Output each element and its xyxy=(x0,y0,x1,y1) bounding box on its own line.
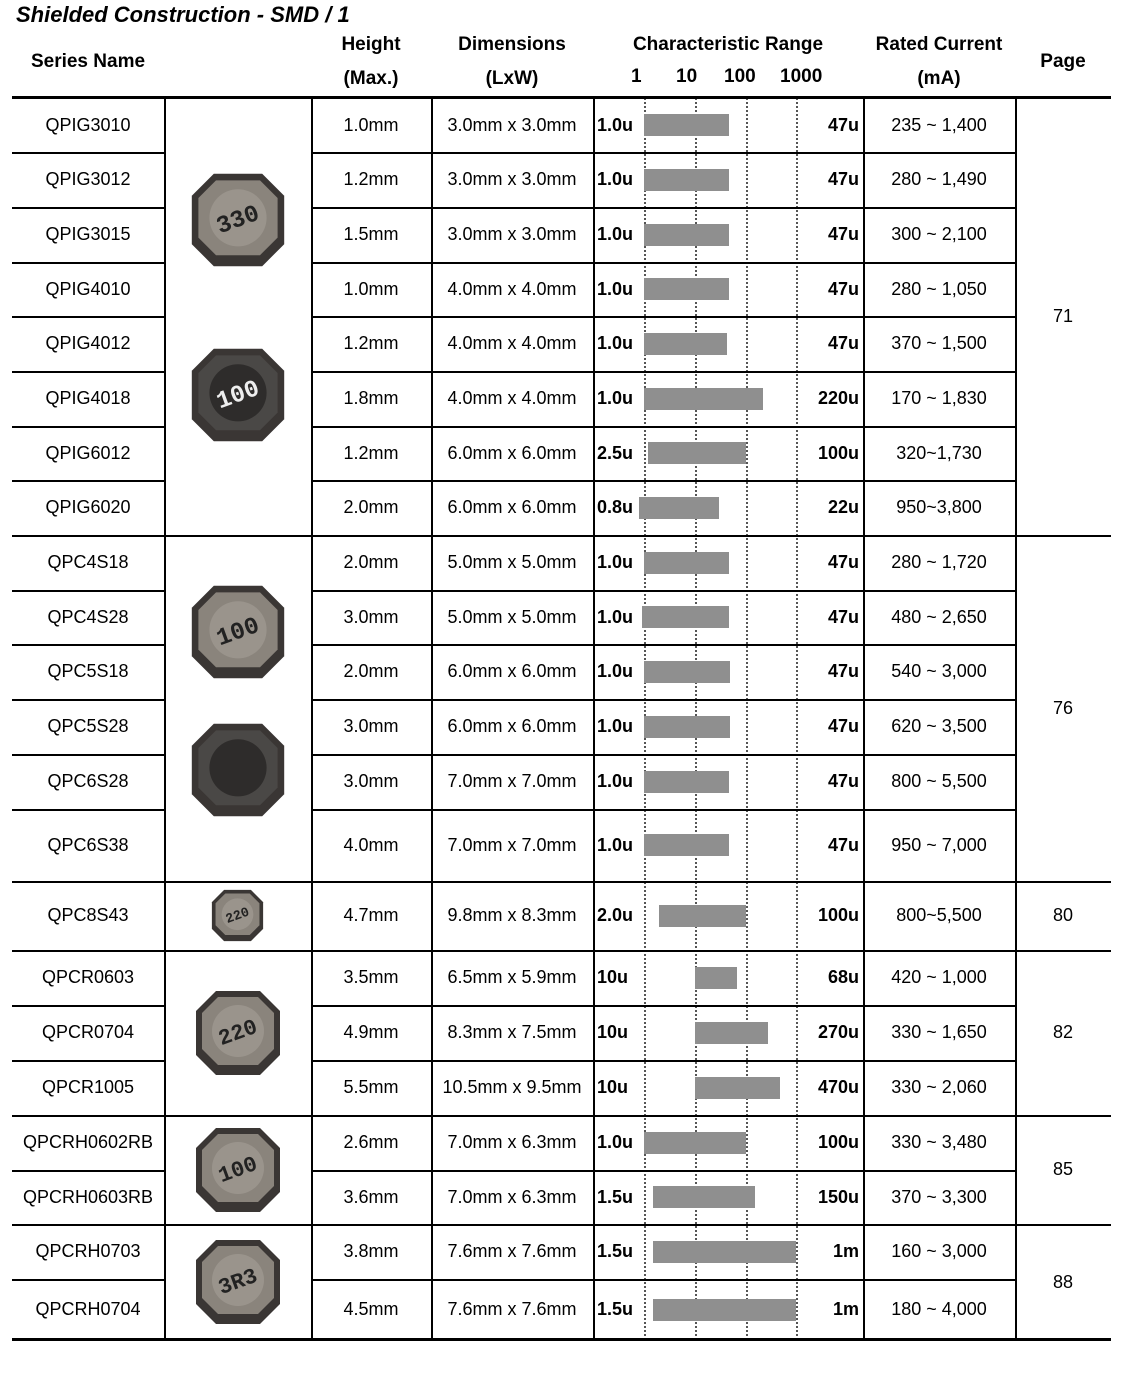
range-gridline xyxy=(746,98,748,1340)
table-rule xyxy=(12,371,164,373)
height-value: 5.5mm xyxy=(343,1077,399,1097)
table-rule xyxy=(863,98,865,1340)
range-bar xyxy=(644,834,729,856)
range-max-label: 220u xyxy=(817,388,859,408)
range-tick-label: 1000 xyxy=(780,66,823,87)
rated-current-value: 280 ~ 1,490 xyxy=(891,169,987,189)
series-name: QPC6S38 xyxy=(47,834,129,855)
series-name: QPIG6020 xyxy=(45,497,131,517)
height-value: 4.5mm xyxy=(343,1299,399,1319)
range-bar xyxy=(653,1186,755,1208)
range-tick-label: 100 xyxy=(724,66,756,87)
header-height-unit: (Max.) xyxy=(343,68,399,89)
table-rule xyxy=(12,262,164,264)
range-bar xyxy=(644,716,730,738)
dimensions-value: 3.0mm x 3.0mm xyxy=(447,224,577,244)
header-current: Rated Current xyxy=(875,34,1003,55)
range-min-label: 1.5u xyxy=(597,1241,634,1261)
rated-current-value: 180 ~ 4,000 xyxy=(891,1299,987,1319)
series-name: QPC5S28 xyxy=(47,716,129,736)
table-rule xyxy=(12,1224,1111,1226)
dimensions-value: 4.0mm x 4.0mm xyxy=(447,388,577,408)
range-min-label: 2.5u xyxy=(597,442,634,463)
range-min-label: 1.0u xyxy=(597,552,634,572)
height-value: 2.0mm xyxy=(343,497,399,517)
table-rule xyxy=(12,950,1111,952)
svg-text:3R3: 3R3 xyxy=(214,1263,261,1301)
page-number: 82 xyxy=(1052,1022,1074,1042)
rated-current-value: 370 ~ 1,500 xyxy=(891,333,987,353)
range-bar xyxy=(653,1241,796,1263)
series-name: QPC6S28 xyxy=(47,771,129,791)
range-min-label: 1.0u xyxy=(597,661,634,681)
series-name: QPC5S18 xyxy=(47,661,129,681)
range-max-label: 47u xyxy=(827,716,859,736)
table-rule xyxy=(12,535,1111,537)
dimensions-value: 8.3mm x 7.5mm xyxy=(447,1022,577,1042)
range-min-label: 1.0u xyxy=(597,114,634,135)
series-name: QPIG4012 xyxy=(45,333,131,353)
height-value: 2.0mm xyxy=(343,552,399,572)
height-value: 3.0mm xyxy=(343,771,399,791)
rated-current-value: 235 ~ 1,400 xyxy=(891,114,987,135)
table-rule xyxy=(593,98,595,1340)
rated-current-value: 330 ~ 3,480 xyxy=(891,1132,987,1152)
range-bar xyxy=(659,905,745,927)
header-range: Characteristic Range xyxy=(632,34,824,55)
page-number: 71 xyxy=(1052,306,1074,326)
table-rule xyxy=(311,1005,1015,1007)
dimensions-value: 9.8mm x 8.3mm xyxy=(447,905,577,925)
svg-text:220: 220 xyxy=(214,1014,261,1052)
series-name: QPC8S43 xyxy=(47,905,129,925)
table-rule xyxy=(12,316,164,318)
height-value: 3.6mm xyxy=(343,1186,399,1207)
table-rule xyxy=(311,754,1015,756)
table-rule xyxy=(311,426,1015,428)
range-bar xyxy=(644,661,730,683)
series-name: QPCR1005 xyxy=(41,1077,135,1097)
range-max-label: 47u xyxy=(827,224,859,244)
height-value: 4.0mm xyxy=(343,834,399,855)
series-name: QPIG4018 xyxy=(45,388,131,408)
rated-current-value: 160 ~ 3,000 xyxy=(891,1241,987,1261)
rated-current-value: 320~1,730 xyxy=(896,442,982,463)
range-bar xyxy=(644,771,729,793)
header-height: Height xyxy=(341,34,401,55)
table-rule xyxy=(311,152,1015,154)
page-number: 80 xyxy=(1052,905,1074,925)
table-rule xyxy=(12,1279,164,1281)
dimensions-value: 4.0mm x 4.0mm xyxy=(447,333,577,353)
table-rule xyxy=(12,1115,1111,1117)
table-rule xyxy=(12,1060,164,1062)
range-bar xyxy=(642,606,729,628)
rated-current-value: 330 ~ 2,060 xyxy=(891,1077,987,1097)
dimensions-value: 3.0mm x 3.0mm xyxy=(447,114,577,135)
inductor-photo xyxy=(183,715,293,825)
dimensions-value: 4.0mm x 4.0mm xyxy=(447,278,577,299)
series-name: QPIG4010 xyxy=(45,278,131,299)
range-bar xyxy=(644,388,763,410)
range-max-label: 100u xyxy=(817,905,859,925)
inductor-photo xyxy=(188,983,288,1083)
rated-current-value: 300 ~ 2,100 xyxy=(891,224,987,244)
range-bar xyxy=(644,552,729,574)
rated-current-value: 280 ~ 1,050 xyxy=(891,278,987,299)
series-name: QPCR0704 xyxy=(41,1022,135,1042)
range-min-label: 2.0u xyxy=(597,905,634,925)
dimensions-value: 5.0mm x 5.0mm xyxy=(447,552,577,572)
series-name: QPIG3012 xyxy=(45,169,131,189)
series-name: QPCRH0704 xyxy=(35,1299,141,1319)
table-rule xyxy=(12,96,1111,99)
range-bar xyxy=(644,1132,746,1154)
series-name: QPCRH0602RB xyxy=(22,1132,154,1152)
range-max-label: 47u xyxy=(827,114,859,135)
table-rule xyxy=(12,699,164,701)
series-name: QPC4S28 xyxy=(47,606,129,627)
range-bar xyxy=(639,497,719,519)
height-value: 2.6mm xyxy=(343,1132,399,1152)
range-bar xyxy=(644,278,729,300)
header-series: Series Name xyxy=(30,51,146,72)
page-title: Shielded Construction - SMD / 1 xyxy=(16,2,350,27)
table-rule xyxy=(12,1170,164,1172)
svg-text:330: 330 xyxy=(212,201,263,242)
height-value: 3.0mm xyxy=(343,606,399,627)
range-min-label: 1.0u xyxy=(597,224,634,244)
range-max-label: 1m xyxy=(832,1241,859,1261)
range-min-label: 1.0u xyxy=(597,278,634,299)
rated-current-value: 280 ~ 1,720 xyxy=(891,552,987,572)
range-min-label: 1.5u xyxy=(597,1186,634,1207)
range-bar xyxy=(648,442,746,464)
dimensions-value: 6.0mm x 6.0mm xyxy=(447,442,577,463)
header-dimensions-unit: (LxW) xyxy=(485,68,539,89)
range-max-label: 47u xyxy=(827,169,859,189)
range-max-label: 100u xyxy=(817,1132,859,1152)
range-max-label: 470u xyxy=(817,1077,859,1097)
range-min-label: 1.0u xyxy=(597,169,634,189)
header-current-unit: (mA) xyxy=(917,68,961,89)
range-min-label: 0.8u xyxy=(597,497,634,517)
dimensions-value: 7.0mm x 6.3mm xyxy=(447,1132,577,1152)
height-value: 1.5mm xyxy=(343,224,399,244)
series-name: QPCRH0603RB xyxy=(22,1186,154,1207)
table-rule xyxy=(12,590,164,592)
rated-current-value: 370 ~ 3,300 xyxy=(891,1186,987,1207)
range-min-label: 1.0u xyxy=(597,1132,634,1152)
table-rule xyxy=(311,590,1015,592)
series-name: QPIG3010 xyxy=(45,114,131,135)
rated-current-value: 950 ~ 7,000 xyxy=(891,834,987,855)
rated-current-value: 480 ~ 2,650 xyxy=(891,606,987,627)
svg-text:100: 100 xyxy=(214,1151,261,1189)
rated-current-value: 800 ~ 5,500 xyxy=(891,771,987,791)
height-value: 3.8mm xyxy=(343,1241,399,1261)
range-max-label: 22u xyxy=(827,497,859,517)
range-min-label: 1.0u xyxy=(597,834,634,855)
dimensions-value: 6.0mm x 6.0mm xyxy=(447,716,577,736)
height-value: 1.0mm xyxy=(343,278,399,299)
header-page: Page xyxy=(1040,51,1086,72)
height-value: 4.7mm xyxy=(343,905,399,925)
height-value: 4.9mm xyxy=(343,1022,399,1042)
svg-text:100: 100 xyxy=(212,612,263,654)
dimensions-value: 3.0mm x 3.0mm xyxy=(447,169,577,189)
table-rule xyxy=(12,644,164,646)
page-number: 85 xyxy=(1052,1159,1074,1179)
range-min-label: 10u xyxy=(597,967,629,987)
range-max-label: 47u xyxy=(827,278,859,299)
dimensions-value: 7.6mm x 7.6mm xyxy=(447,1299,577,1319)
header-dimensions: Dimensions xyxy=(458,34,566,55)
table-rule xyxy=(311,98,313,1340)
table-rule xyxy=(12,480,164,482)
height-value: 1.2mm xyxy=(343,442,399,463)
rated-current-value: 330 ~ 1,650 xyxy=(891,1022,987,1042)
series-name: QPCR0603 xyxy=(41,967,135,987)
table-rule xyxy=(311,316,1015,318)
inductor-photo xyxy=(183,340,293,450)
table-rule xyxy=(431,98,433,1340)
range-bar xyxy=(644,169,729,191)
height-value: 1.2mm xyxy=(343,169,399,189)
table-rule xyxy=(311,371,1015,373)
range-max-label: 270u xyxy=(817,1022,859,1042)
svg-text:220: 220 xyxy=(223,905,252,928)
rated-current-value: 800~5,500 xyxy=(896,905,982,925)
range-bar xyxy=(644,114,729,136)
table-rule xyxy=(311,1279,1015,1281)
svg-text:100: 100 xyxy=(212,376,263,417)
range-max-label: 47u xyxy=(827,661,859,681)
inductor-photo xyxy=(183,165,293,275)
table-rule xyxy=(311,262,1015,264)
table-rule xyxy=(311,207,1015,209)
inductor-photo xyxy=(188,1120,288,1220)
series-name: QPIG6012 xyxy=(45,442,131,463)
rated-current-value: 950~3,800 xyxy=(896,497,982,517)
range-bar xyxy=(653,1299,796,1321)
table-rule xyxy=(12,426,164,428)
range-max-label: 47u xyxy=(827,606,859,627)
range-max-label: 47u xyxy=(827,333,859,353)
rated-current-value: 420 ~ 1,000 xyxy=(891,967,987,987)
range-min-label: 1.5u xyxy=(597,1299,634,1319)
series-name: QPIG3015 xyxy=(45,224,131,244)
dimensions-value: 7.0mm x 7.0mm xyxy=(447,834,577,855)
inductor-photo xyxy=(207,885,268,946)
table-rule xyxy=(311,480,1015,482)
range-min-label: 1.0u xyxy=(597,716,634,736)
table-rule xyxy=(12,809,164,811)
range-min-label: 10u xyxy=(597,1022,629,1042)
dimensions-value: 7.0mm x 7.0mm xyxy=(447,771,577,791)
table-rule xyxy=(311,1170,1015,1172)
inductor-photo xyxy=(188,1232,288,1332)
page-number: 76 xyxy=(1052,697,1074,718)
rated-current-value: 620 ~ 3,500 xyxy=(891,716,987,736)
table-rule xyxy=(12,881,1111,883)
dimensions-value: 7.6mm x 7.6mm xyxy=(447,1241,577,1261)
range-bar xyxy=(644,224,729,246)
table-rule xyxy=(311,1060,1015,1062)
rated-current-value: 540 ~ 3,000 xyxy=(891,661,987,681)
range-bar xyxy=(695,1022,768,1044)
table-rule xyxy=(12,754,164,756)
height-value: 1.2mm xyxy=(343,333,399,353)
range-min-label: 1.0u xyxy=(597,333,634,353)
dimensions-value: 6.0mm x 6.0mm xyxy=(447,661,577,681)
dimensions-value: 10.5mm x 9.5mm xyxy=(442,1077,582,1097)
range-max-label: 150u xyxy=(817,1186,859,1207)
table-rule xyxy=(311,699,1015,701)
dimensions-value: 6.5mm x 5.9mm xyxy=(447,967,577,987)
dimensions-value: 5.0mm x 5.0mm xyxy=(447,606,577,627)
range-max-label: 47u xyxy=(827,834,859,855)
dimensions-value: 7.0mm x 6.3mm xyxy=(447,1186,577,1207)
dimensions-value: 6.0mm x 6.0mm xyxy=(447,497,577,517)
range-max-label: 47u xyxy=(827,771,859,791)
table-rule xyxy=(164,98,166,1340)
range-min-label: 10u xyxy=(597,1077,629,1097)
range-max-label: 100u xyxy=(817,442,859,463)
range-max-label: 68u xyxy=(827,967,859,987)
height-value: 3.5mm xyxy=(343,967,399,987)
table-rule xyxy=(12,152,164,154)
range-tick-label: 1 xyxy=(631,66,642,87)
table-rule xyxy=(12,1338,1111,1341)
range-tick-label: 10 xyxy=(676,66,698,87)
range-min-label: 1.0u xyxy=(597,606,634,627)
table-rule xyxy=(12,1005,164,1007)
range-max-label: 1m xyxy=(832,1299,859,1319)
series-name: QPC4S18 xyxy=(47,552,129,572)
page-number: 88 xyxy=(1052,1271,1074,1292)
range-min-label: 1.0u xyxy=(597,771,634,791)
inductor-photo xyxy=(183,577,293,687)
series-name: QPCRH0703 xyxy=(35,1241,141,1261)
height-value: 1.8mm xyxy=(343,388,399,408)
height-value: 3.0mm xyxy=(343,716,399,736)
height-value: 2.0mm xyxy=(343,661,399,681)
range-min-label: 1.0u xyxy=(597,388,634,408)
range-max-label: 47u xyxy=(827,552,859,572)
table-rule xyxy=(311,644,1015,646)
range-bar xyxy=(695,967,737,989)
table-rule xyxy=(311,809,1015,811)
table-rule xyxy=(12,207,164,209)
range-gridline xyxy=(796,98,798,1340)
rated-current-value: 170 ~ 1,830 xyxy=(891,388,987,408)
table-rule xyxy=(1015,98,1017,1340)
range-bar xyxy=(695,1077,780,1099)
height-value: 1.0mm xyxy=(343,114,399,135)
range-bar xyxy=(644,333,727,355)
